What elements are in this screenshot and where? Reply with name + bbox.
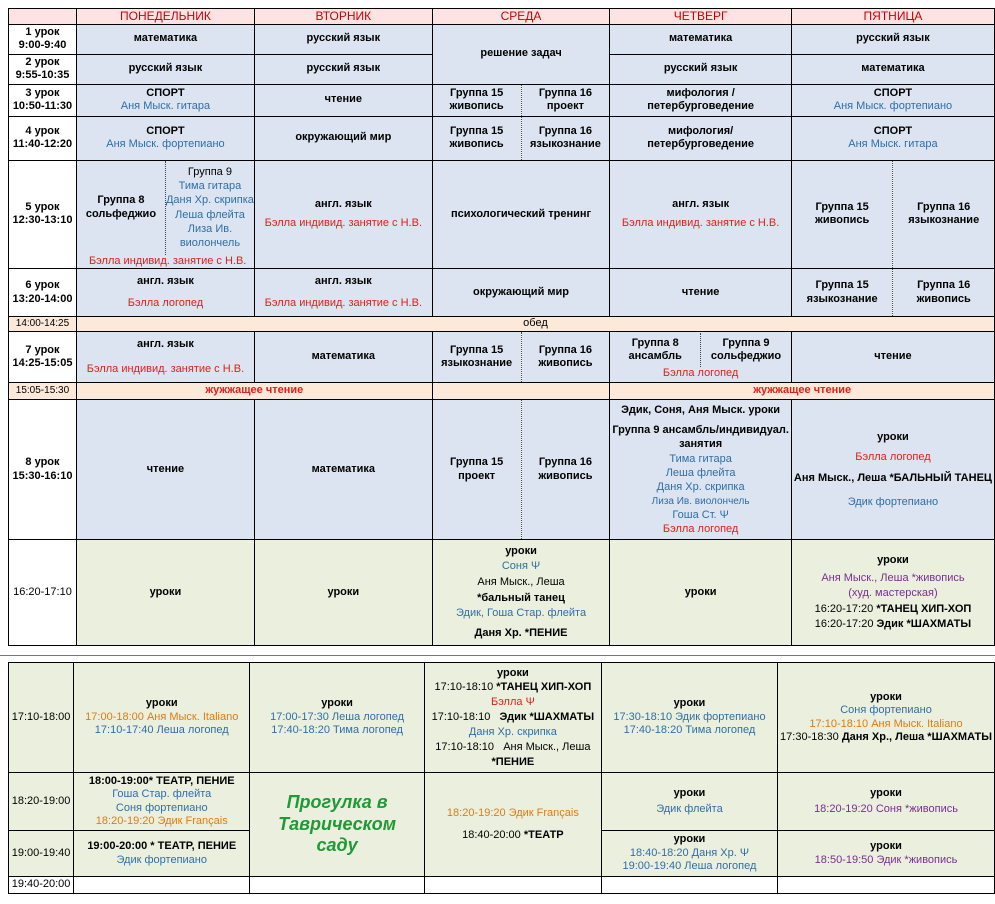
header-corner <box>9 9 77 25</box>
cell-fri-group-16: Группа 16 живопись <box>893 269 995 317</box>
row-lesson-7 <box>9 332 995 383</box>
cell-mon: СПОРТ Аня Мыск. фортепиано <box>76 116 254 160</box>
cell-tue: англ. язык Бэлла индивид. занятие с Н.В. <box>254 160 432 268</box>
cell-fri: уроки 18:20-19:20 Соня *живопись <box>778 773 995 831</box>
cell-fri: чтение <box>791 332 994 383</box>
cell-thu: англ. язык Бэлла индивид. занятие с Н.В. <box>610 160 792 268</box>
header-thursday: ЧЕТВЕРГ <box>610 9 792 25</box>
buzz-reading-mon-tue: жужжащее чтение <box>76 383 432 400</box>
cell-thu: русский язык <box>610 54 792 84</box>
cell-fri-group-16: Группа 16 языкознание <box>893 160 995 268</box>
cell-fri: СПОРТ Аня Мыск. фортепиано <box>791 84 994 116</box>
time-label: 8 урок 15:30-16:10 <box>9 400 77 540</box>
time-label: 15:05-15:30 <box>9 383 77 400</box>
cell-thu: уроки 17:30-18:10 Эдик фортепиано 17:40-18:20 Тима логопед <box>601 663 777 773</box>
cell-wed-group-16: Группа 16 проект <box>521 84 610 116</box>
row-lesson-5 <box>9 160 995 268</box>
cell-mon: 19:00-20:00 * ТЕАТР, ПЕНИЕ Эдик фортепиано <box>74 831 250 877</box>
cell-wed: окружающий мир <box>432 269 610 317</box>
cell-mon: 18:00-19:00* ТЕАТР, ПЕНИЕ Гоша Стар. флейта Соня фортепиано 18:20-19:20 Эдик Français <box>74 773 250 831</box>
time-label: 5 урок 12:30-13:10 <box>9 160 77 268</box>
cell-mon: СПОРТ Аня Мыск. гитара <box>76 84 254 116</box>
row-lesson-6 <box>9 269 995 317</box>
cell-wed: решение задач <box>432 24 610 84</box>
header-wednesday: СРЕДА <box>432 9 610 25</box>
cell-tue: математика <box>254 332 432 383</box>
cell-fri: уроки Бэлла логопед Аня Мыск., Леша *БАЛЬНЫЙ ТАНЕЦ Эдик фортепиано <box>791 400 994 540</box>
cell-wed: 18:20-19:20 Эдик Français 18:40-20:00 *ТЕАТР <box>424 773 601 877</box>
cell-wed: уроки Соня Ψ Аня Мыск., Леша *бальный танец Эдик, Гоша Стар. флейта Даня Хр. *ПЕНИЕ <box>432 540 610 646</box>
cell-wed-group-15: Группа 15 проект <box>432 400 521 540</box>
cell-tue: англ. язык Бэлла индивид. занятие с Н.В. <box>254 269 432 317</box>
cell-wed: уроки 17:10-18:10 *ТАНЕЦ ХИП-ХОП Бэлла Ψ 17:10-18:10 Эдик *ШАХМАТЫ Даня Хр. скрипка 17:10-18:10 Аня Мыск., Леша *ПЕНИЕ <box>424 663 601 773</box>
row-17-10 <box>9 663 995 773</box>
time-label: 14:00-14:25 <box>9 317 77 332</box>
cell-thu: мифология/ петербурговедение <box>610 116 792 160</box>
cell-thu: математика <box>610 24 792 54</box>
row-buzz-reading <box>9 383 995 400</box>
row-lesson-8 <box>9 400 995 540</box>
cell-mon: русский язык <box>76 54 254 84</box>
cell-tue: чтение <box>254 84 432 116</box>
mon-group-9: Группа 9 Тима гитара Даня Хр. скрипка Леша флейта Лиза Ив. виолончель <box>165 165 254 250</box>
cell-wed-group-16: Группа 16 живопись <box>521 400 610 540</box>
cell-fri: СПОРТ Аня Мыск. гитара <box>791 116 994 160</box>
cell-wed-group-15: Группа 15 языкознание <box>432 332 521 383</box>
cell-thu: мифология / петербурговедение <box>610 84 792 116</box>
cell-mon: чтение <box>76 400 254 540</box>
row-19-40 <box>9 877 995 894</box>
row-18-20 <box>9 773 995 831</box>
time-label: 3 урок 10:50-11:30 <box>9 84 77 116</box>
thu-group-9: Группа 9 сольфеджио <box>710 336 782 363</box>
time-label: 19:40-20:00 <box>9 877 74 894</box>
cell-tue: уроки 17:00-17:30 Леша логопед 17:40-18:20 Тима логопед <box>250 663 424 773</box>
time-label: 17:10-18:00 <box>9 663 74 773</box>
thu-speech-therapist-note: Бэлла логопед <box>662 367 739 380</box>
header-tuesday: ВТОРНИК <box>254 9 432 25</box>
cell-wed-group-15: Группа 15 живопись <box>432 116 521 160</box>
cell-fri <box>778 877 995 894</box>
mon-individual-note: Бэлла индивид. занятие с Н.В. <box>88 254 247 267</box>
cell-mon <box>76 160 254 268</box>
cell-mon: уроки <box>76 540 254 646</box>
cell-thu: уроки <box>610 540 792 646</box>
lunch-cell: обед <box>76 317 994 332</box>
cell-fri: уроки Соня фортепиано 17:10-18:10 Аня Мыск. Italiano 17:30-18:30 Даня Хр., Леша *ШАХМАТЫ <box>778 663 995 773</box>
cell-wed-group-16: Группа 16 живопись <box>521 332 610 383</box>
buzz-reading-wed <box>432 383 610 400</box>
time-label: 2 урок 9:55-10:35 <box>9 54 77 84</box>
cell-mon: уроки 17:00-18:00 Аня Мыск. Italiano 17:10-17:40 Леша логопед <box>74 663 250 773</box>
row-lesson-1 <box>9 24 995 54</box>
cell-mon: математика <box>76 24 254 54</box>
cell-mon: англ. язык Бэлла логопед <box>76 269 254 317</box>
time-label: 19:00-19:40 <box>9 831 74 877</box>
row-lunch <box>9 317 995 332</box>
cell-thu <box>601 877 777 894</box>
cell-tue: русский язык <box>254 24 432 54</box>
time-label: 16:20-17:10 <box>9 540 77 646</box>
row-after-classes <box>9 540 995 646</box>
cell-tue <box>250 877 424 894</box>
cell-wed-group-15: Группа 15 живопись <box>432 84 521 116</box>
cell-mon: англ. язык Бэлла индивид. занятие с Н.В. <box>76 332 254 383</box>
cell-tue: окружающий мир <box>254 116 432 160</box>
schedule-table-day <box>8 8 995 646</box>
cell-tue: математика <box>254 400 432 540</box>
cell-thu <box>610 332 792 383</box>
cell-fri: уроки Аня Мыск., Леша *живопись (худ. мастерская) 16:20-17:20 *ТАНЕЦ ХИП-ХОП 16:20-17:20 Эдик *ШАХМАТЫ <box>791 540 994 646</box>
cell-wed-group-16: Группа 16 языкознание <box>521 116 610 160</box>
cell-fri-group-15: Группа 15 живопись <box>791 160 893 268</box>
header-row <box>9 9 995 25</box>
time-label: 4 урок 11:40-12:20 <box>9 116 77 160</box>
cell-thu: уроки 18:40-18:20 Даня Хр. Ψ 19:00-19:40 Леша логопед <box>601 831 777 877</box>
buzz-reading-thu-fri: жужжащее чтение <box>610 383 995 400</box>
cell-fri-group-15: Группа 15 языкознание <box>791 269 893 317</box>
cell-tue: русский язык <box>254 54 432 84</box>
cell-fri: математика <box>791 54 994 84</box>
time-label: 1 урок 9:00-9:40 <box>9 24 77 54</box>
cell-tue: уроки <box>254 540 432 646</box>
cell-thu: чтение <box>610 269 792 317</box>
mon-group-8: Группа 8 сольфеджио <box>77 161 166 255</box>
schedule-table-evening <box>8 662 995 894</box>
time-label: 7 урок 14:25-15:05 <box>9 332 77 383</box>
cell-mon <box>74 877 250 894</box>
cell-fri: русский язык <box>791 24 994 54</box>
time-label: 6 урок 13:20-14:00 <box>9 269 77 317</box>
cell-tue-walk: Прогулка в Таврическом саду <box>250 773 424 877</box>
time-label: 18:20-19:00 <box>9 773 74 831</box>
row-lesson-4 <box>9 116 995 160</box>
row-lesson-3 <box>9 84 995 116</box>
cell-wed: психологический тренинг <box>432 160 610 268</box>
cell-thu: Эдик, Соня, Аня Мыск. уроки Группа 9 ансамбль/индивидуал. занятия Тима гитара Леша флейта Даня Хр. скрипка Лиза Ив. виолончель Гоша Ст. Ψ Бэлла логопед <box>610 400 792 540</box>
table-separator <box>0 655 995 656</box>
header-monday: ПОНЕДЕЛЬНИК <box>76 9 254 25</box>
cell-fri: уроки 18:50-19:50 Эдик *живопись <box>778 831 995 877</box>
header-friday: ПЯТНИЦА <box>791 9 994 25</box>
cell-thu: уроки Эдик флейта <box>601 773 777 831</box>
thu-group-8: Группа 8 ансамбль <box>610 333 701 367</box>
cell-wed <box>424 877 601 894</box>
